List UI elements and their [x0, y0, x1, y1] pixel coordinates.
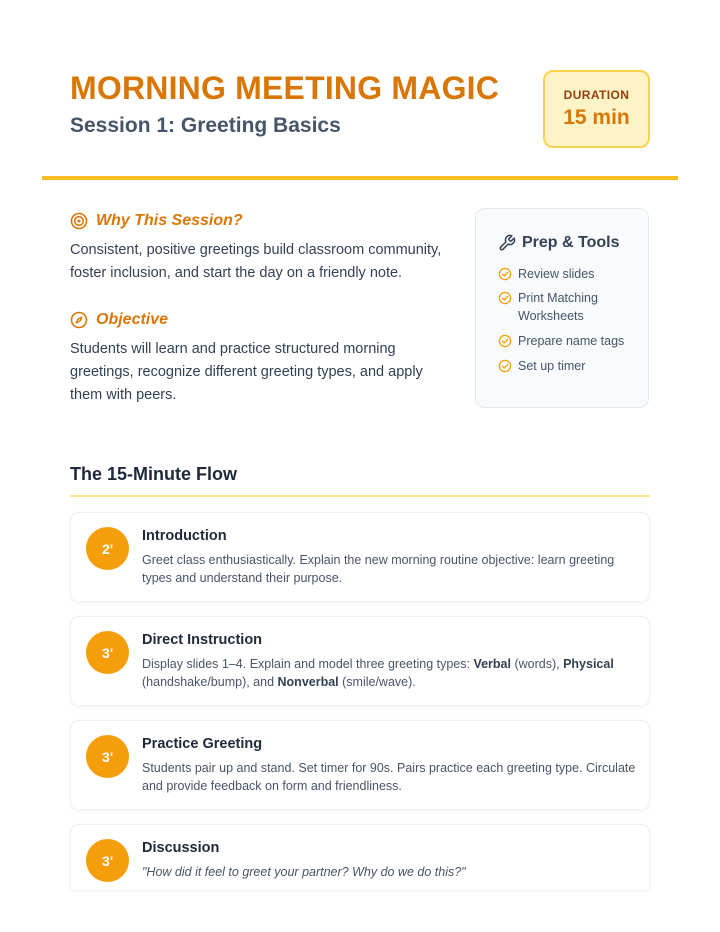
step-desc-text: (words),	[510, 657, 564, 671]
prep-item-label: Review slides	[518, 267, 595, 281]
page-title: MORNING MEETING MAGIC	[70, 70, 500, 106]
flow-step-card	[70, 512, 650, 602]
prep-tools-card	[475, 208, 649, 408]
prep-item	[498, 265, 594, 283]
check-circle-icon	[498, 267, 512, 281]
check-circle-icon	[498, 359, 512, 373]
flow-step-card	[70, 720, 650, 810]
objective-heading-text: Objective	[96, 311, 169, 328]
prep-tools-heading	[498, 234, 620, 252]
step-description: Students pair up and stand. Set timer for 90s. Pairs practice each greeting type. Circulate and provide feedback on form and friendliness.	[142, 761, 636, 793]
session-subtitle: Session 1: Greeting Basics	[70, 114, 341, 137]
prep-item	[498, 289, 628, 325]
prep-item-label: Prepare name tags	[518, 334, 625, 348]
check-circle-icon	[498, 334, 512, 348]
objective-text: Students will learn and practice structured morning greetings, recognize different greeting types, and apply them with peers.	[70, 341, 423, 403]
step-title: Practice Greeting	[142, 736, 263, 752]
greeting-type-nonverbal: Nonverbal	[277, 675, 339, 689]
check-circle-icon	[498, 291, 512, 305]
step-minutes-badge: 3'	[86, 839, 129, 882]
step-minutes-badge: 3'	[86, 735, 129, 778]
duration-label: DURATION	[563, 88, 630, 102]
prep-item	[498, 332, 624, 350]
greeting-type-verbal: Verbal	[473, 657, 511, 671]
prep-item-label: Set up timer	[518, 359, 586, 373]
step-minutes-badge: 3'	[86, 631, 129, 674]
step-description: Greet class enthusiastically. Explain the new morning routine objective: learn greeting types and understand their purpose.	[142, 553, 615, 585]
why-heading-text: Why This Session?	[96, 212, 243, 229]
duration-box	[543, 70, 650, 148]
prep-item	[498, 357, 585, 375]
flow-divider	[70, 495, 650, 497]
step-desc-text: (handshake/bump), and	[142, 675, 278, 689]
step-minutes-badge: 2'	[86, 527, 129, 570]
step-desc-text: Display slides 1–4. Explain and model three greeting types:	[142, 657, 474, 671]
prep-item-label: Print Matching Worksheets	[518, 291, 598, 323]
discussion-question: "How did it feel to greet your partner? Why do we do this?"	[142, 865, 466, 879]
target-icon	[70, 212, 88, 230]
step-title: Discussion	[142, 840, 220, 856]
step-title: Direct Instruction	[142, 632, 263, 648]
compass-icon	[70, 311, 88, 329]
flow-title: The 15-Minute Flow	[70, 464, 238, 484]
step-desc-text: (smile/wave).	[338, 675, 416, 689]
why-text: Consistent, positive greetings build classroom community, foster inclusion, and start the day on a friendly note.	[70, 242, 442, 281]
prep-tools-title: Prep & Tools	[522, 234, 620, 251]
flow-step-card	[70, 616, 650, 706]
step-description	[142, 655, 637, 691]
why-heading	[70, 210, 243, 232]
header-divider	[42, 176, 678, 180]
step-title: Introduction	[142, 528, 227, 544]
step-description	[142, 863, 637, 881]
wrench-icon	[498, 234, 516, 252]
flow-step-card	[70, 824, 650, 890]
duration-value: 15 min	[563, 106, 630, 129]
objective-heading	[70, 309, 168, 331]
greeting-type-physical: Physical	[563, 657, 614, 671]
